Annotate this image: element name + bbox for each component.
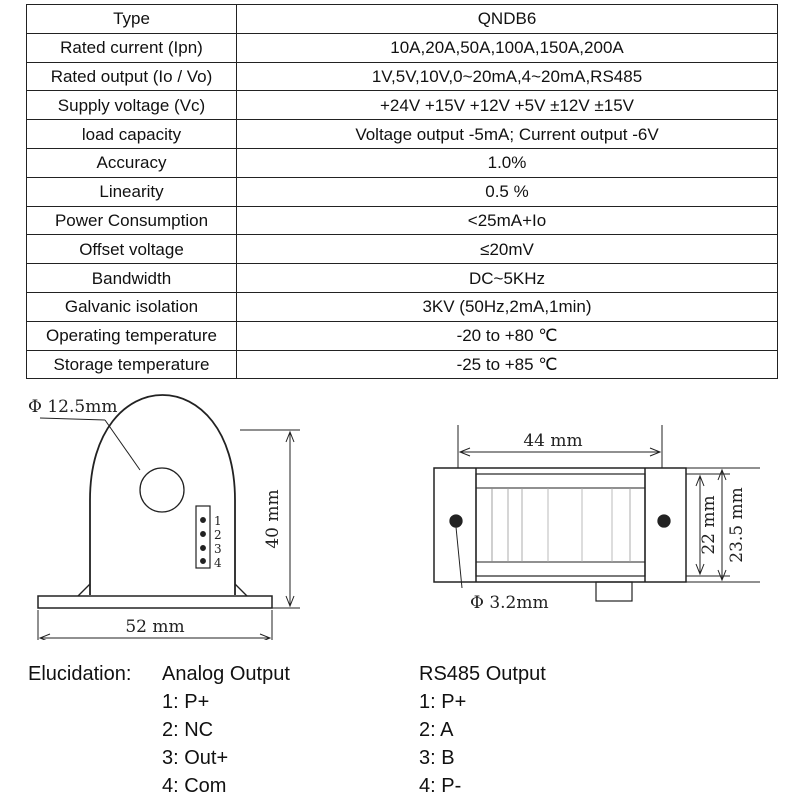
spec-value: ≤20mV: [237, 235, 778, 264]
table-row: [27, 292, 778, 321]
spec-table: [26, 4, 778, 379]
spec-label: Rated current (Ipn): [27, 33, 237, 62]
pin-number: 4: [214, 556, 222, 570]
spec-value: 1V,5V,10V,0~20mA,4~20mA,RS485: [237, 62, 778, 91]
spec-value: Voltage output -5mA; Current output -6V: [237, 120, 778, 149]
list-item: 4: P-: [419, 775, 462, 797]
list-item: 2: NC: [162, 719, 214, 741]
hole-diameter-label: Φ 12.5mm: [28, 397, 118, 417]
table-row: [27, 206, 778, 235]
front-view-drawing: [38, 395, 300, 640]
list-item: 3: Out+: [162, 747, 229, 769]
list-item: 1: P+: [162, 691, 210, 713]
pin-number: 3: [214, 542, 222, 556]
spec-value: 1.0%: [237, 148, 778, 177]
table-row: [27, 350, 778, 379]
spec-value: 10A,20A,50A,100A,150A,200A: [237, 33, 778, 62]
pin-number: 2: [214, 528, 222, 542]
spec-value: QNDB6: [237, 5, 778, 34]
width-label: 52 mm: [125, 617, 185, 637]
table-row: [27, 264, 778, 293]
spec-label: Storage temperature: [27, 350, 237, 379]
spec-value: DC~5KHz: [237, 264, 778, 293]
spec-label: Rated output (Io / Vo): [27, 62, 237, 91]
list-item: 2: A: [419, 719, 454, 741]
table-row: [27, 33, 778, 62]
rs485-output-list: [419, 660, 546, 800]
spec-value: 0.5 %: [237, 177, 778, 206]
spec-label: Power Consumption: [27, 206, 237, 235]
spec-label: Type: [27, 5, 237, 34]
top-width-label: 44 mm: [523, 431, 583, 451]
spec-value: -20 to +80 ℃: [237, 321, 778, 350]
table-row: [27, 177, 778, 206]
table-row: [27, 321, 778, 350]
table-row: [27, 148, 778, 177]
pin-number: 1: [214, 514, 222, 528]
analog-output-heading: Analog Output: [162, 663, 290, 685]
spec-label: Accuracy: [27, 148, 237, 177]
outer-height-label: 23.5 mm: [727, 487, 747, 563]
mount-hole-label: Φ 3.2mm: [470, 593, 549, 613]
spec-label: Offset voltage: [27, 235, 237, 264]
inner-height-label: 22 mm: [699, 495, 719, 555]
height-label: 40 mm: [263, 489, 283, 549]
elucidation-title: Elucidation:: [28, 663, 132, 685]
spec-label: load capacity: [27, 120, 237, 149]
table-row: [27, 5, 778, 34]
spec-label: Linearity: [27, 177, 237, 206]
spec-value: 3KV (50Hz,2mA,1min): [237, 292, 778, 321]
spec-value: <25mA+Io: [237, 206, 778, 235]
analog-output-list: [162, 660, 290, 800]
spec-label: Bandwidth: [27, 264, 237, 293]
list-item: 1: P+: [419, 691, 467, 713]
table-row: [27, 91, 778, 120]
table-row: [27, 235, 778, 264]
dimension-drawings: [0, 380, 800, 640]
list-item: 3: B: [419, 747, 455, 769]
spec-label: Operating temperature: [27, 321, 237, 350]
rs485-output-heading: RS485 Output: [419, 663, 546, 685]
spec-label: Galvanic isolation: [27, 292, 237, 321]
spec-value: +24V +15V +12V +5V ±12V ±15V: [237, 91, 778, 120]
list-item: 4: Com: [162, 775, 227, 797]
spec-label: Supply voltage (Vc): [27, 91, 237, 120]
table-row: [27, 120, 778, 149]
table-row: [27, 62, 778, 91]
spec-value: -25 to +85 ℃: [237, 350, 778, 379]
